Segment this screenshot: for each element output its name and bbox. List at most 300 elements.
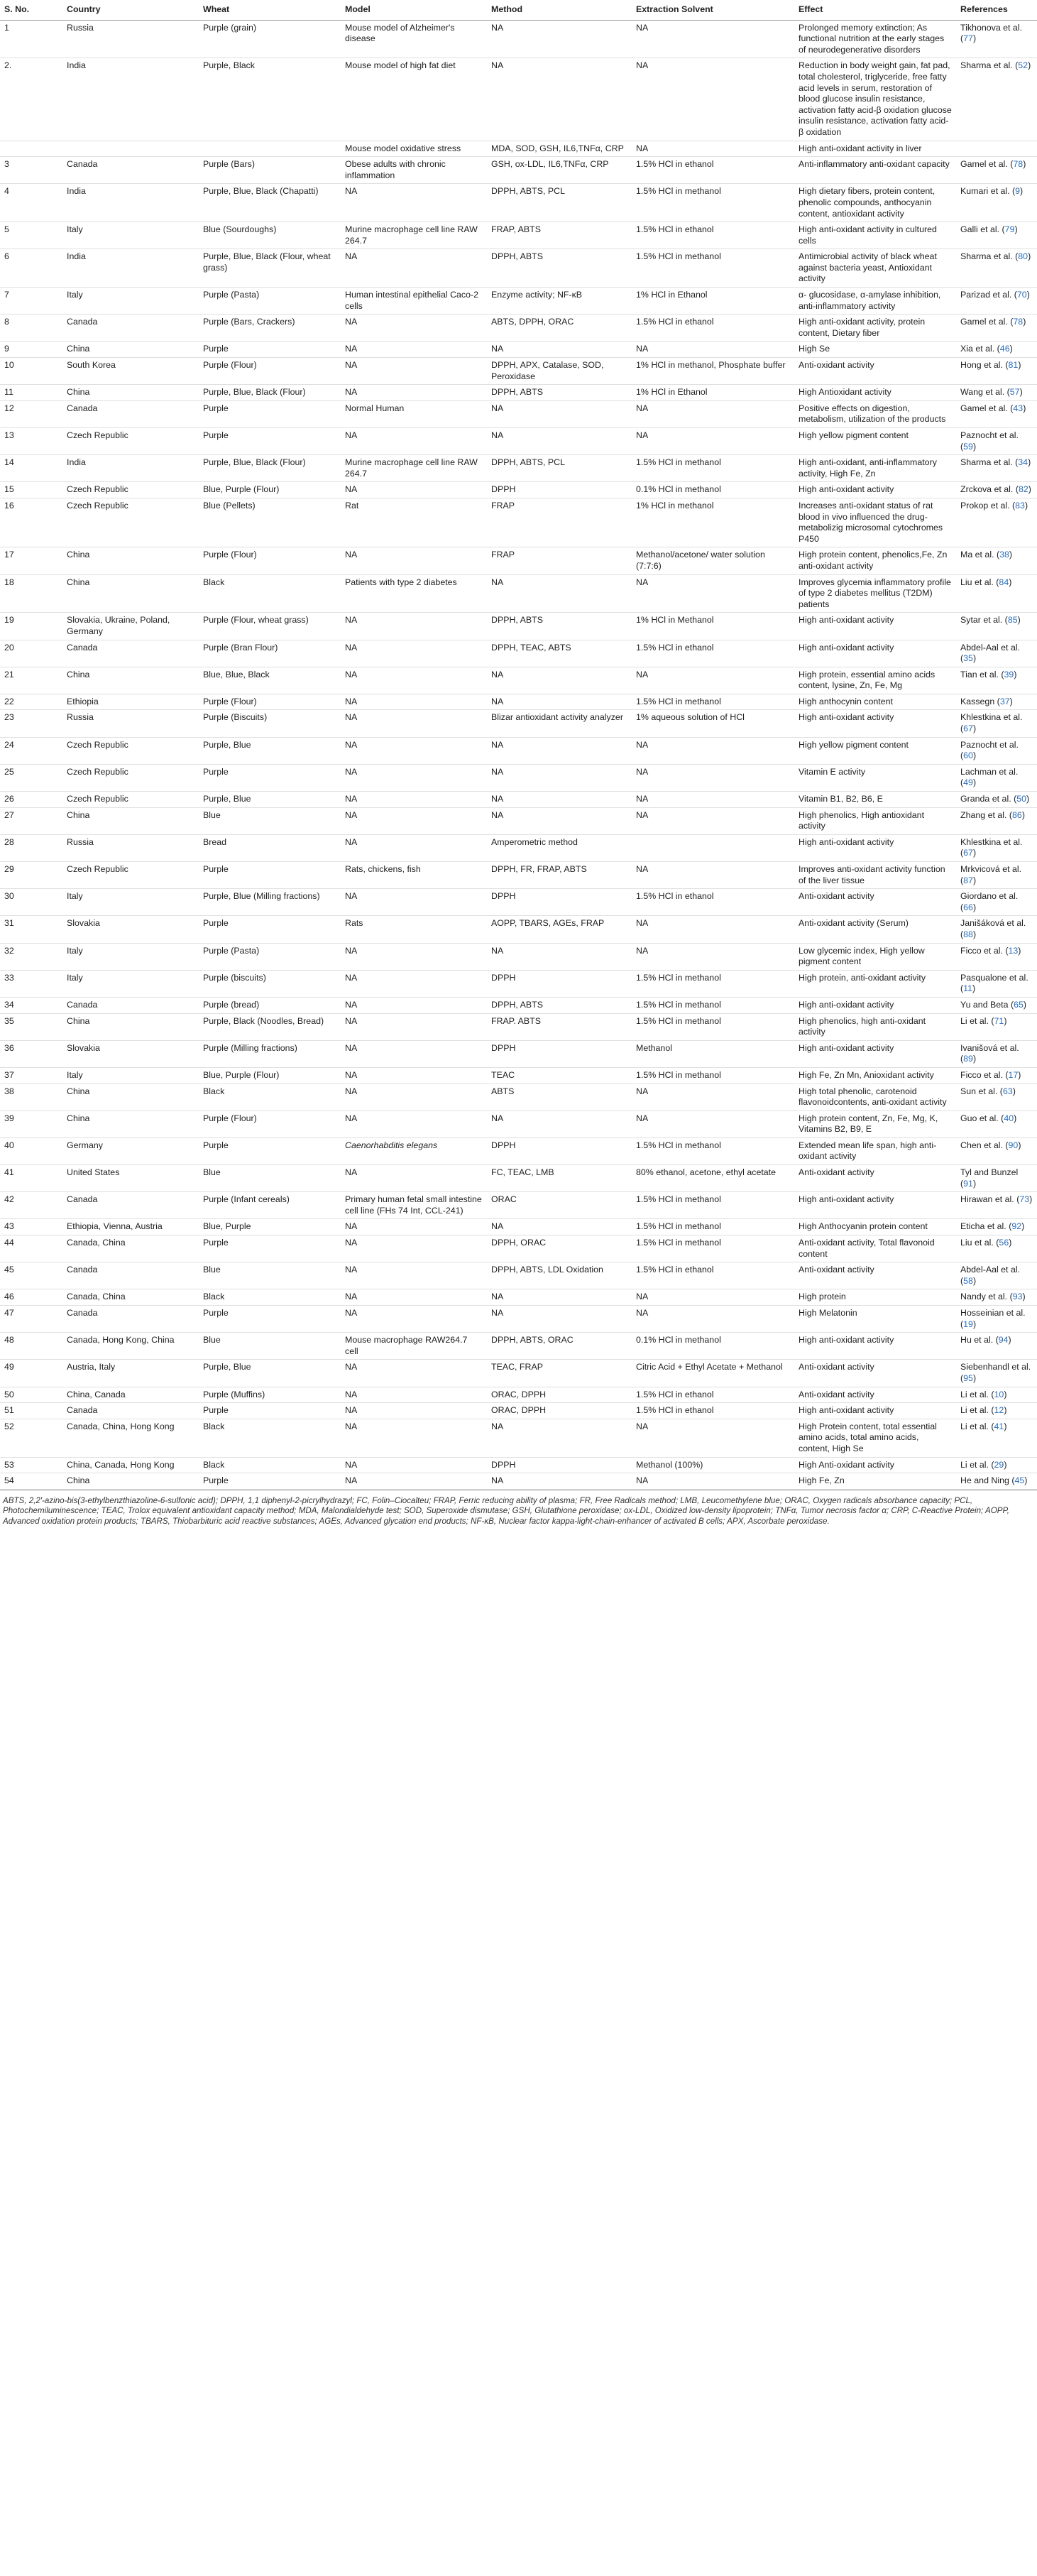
cell-references: Kassegn (37) — [956, 694, 1037, 710]
cell-wheat: Blue — [199, 1262, 341, 1289]
reference-link[interactable]: 73 — [1019, 1194, 1030, 1205]
cell-country: Canada — [62, 1403, 199, 1419]
cell-references: Yu and Beta (65) — [956, 997, 1037, 1013]
cell-sno: 32 — [0, 943, 62, 970]
cell-method: DPPH — [487, 970, 632, 997]
reference-link[interactable]: 80 — [1018, 251, 1028, 262]
cell-references: Sharma et al. (52) — [956, 58, 1037, 141]
reference-link[interactable]: 79 — [1004, 224, 1015, 235]
reference-link[interactable]: 35 — [963, 653, 973, 664]
reference-authors: Yu and Beta — [960, 999, 1009, 1010]
reference-link[interactable]: 71 — [994, 1015, 1004, 1026]
reference-authors: Liu et al. — [960, 1238, 994, 1248]
reference-link[interactable]: 9 — [1015, 186, 1021, 197]
cell-extraction-solvent: NA — [632, 667, 794, 694]
cell-country: Ethiopia — [62, 694, 199, 710]
cell-extraction-solvent: 1% HCl in Ethanol — [632, 385, 794, 401]
cell-wheat: Purple, Blue, Black (Flour, wheat grass) — [199, 249, 341, 288]
table-row — [0, 1360, 1037, 1387]
cell-model: NA — [341, 358, 487, 385]
reference-link[interactable]: 78 — [1013, 317, 1024, 327]
table-row — [0, 970, 1037, 997]
reference-authors: Liu et al. — [960, 577, 994, 587]
cell-sno: 34 — [0, 997, 62, 1013]
cell-method: ORAC, DPPH — [487, 1403, 632, 1419]
cell-extraction-solvent: 1.5% HCl in ethanol — [632, 889, 794, 916]
cell-effect: High anti-oxidant activity in cultured cells — [794, 222, 956, 249]
cell-extraction-solvent: 1.5% HCl in methanol — [632, 1013, 794, 1040]
reference-link[interactable]: 86 — [1012, 809, 1022, 820]
table-row — [0, 141, 1037, 157]
reference-link[interactable]: 49 — [963, 777, 973, 788]
reference-authors: Hu et al. — [960, 1335, 994, 1346]
reference-link[interactable]: 93 — [1012, 1292, 1023, 1302]
table-row — [0, 1110, 1037, 1137]
table-row — [0, 1289, 1037, 1306]
cell-method: AOPP, TBARS, AGEs, FRAP — [487, 916, 632, 943]
cell-extraction-solvent: 1.5% HCl in methanol — [632, 1219, 794, 1235]
cell-sno: 12 — [0, 400, 62, 427]
cell-model: NA — [341, 1084, 487, 1110]
cell-country: India — [62, 455, 199, 482]
cell-effect: High anti-oxidant activity — [794, 1403, 956, 1419]
reference-link[interactable]: 13 — [1008, 945, 1019, 956]
reference-link[interactable]: 95 — [963, 1372, 973, 1383]
reference-link[interactable]: 89 — [963, 1054, 973, 1064]
cell-country: Slovakia — [62, 1040, 199, 1067]
cell-sno: 35 — [0, 1013, 62, 1040]
reference-link[interactable]: 59 — [963, 441, 973, 452]
table-row — [0, 834, 1037, 861]
reference-link[interactable]: 40 — [1004, 1113, 1014, 1123]
cell-country: Canada, China — [62, 1289, 199, 1306]
reference-link[interactable]: 41 — [994, 1421, 1004, 1431]
table-row — [0, 710, 1037, 737]
reference-authors: Chen et al. — [960, 1140, 1003, 1150]
cell-wheat: Purple (Pasta) — [199, 288, 341, 315]
cell-wheat: Black — [199, 574, 341, 613]
reference-authors: Galli et al. — [960, 224, 1000, 235]
reference-authors: Pasqualone et al. — [960, 972, 1028, 983]
reference-link[interactable]: 60 — [963, 751, 973, 761]
cell-references: Ficco et al. (17) — [956, 1067, 1037, 1084]
cell-country: Canada, China, Hong Kong — [62, 1419, 199, 1457]
cell-references: Tyl and Bunzel (91) — [956, 1165, 1037, 1192]
reference-link[interactable]: 38 — [999, 550, 1009, 560]
cell-references: Hong et al. (81) — [956, 358, 1037, 385]
cell-effect: Anti-inflammatory anti-oxidant capacity — [794, 157, 956, 184]
cell-model: NA — [341, 1262, 487, 1289]
cell-references: Sun et al. (63) — [956, 1084, 1037, 1110]
cell-wheat: Blue — [199, 807, 341, 834]
header-country: Country — [62, 0, 199, 20]
cell-references: Li et al. (41) — [956, 1419, 1037, 1457]
cell-country: Canada, China — [62, 1235, 199, 1262]
cell-extraction-solvent: 1.5% HCl in ethanol — [632, 1403, 794, 1419]
cell-references: Abdel-Aal et al. (58) — [956, 1262, 1037, 1289]
table-row — [0, 1473, 1037, 1490]
cell-sno: 24 — [0, 737, 62, 764]
cell-country: Slovakia — [62, 916, 199, 943]
cell-country: Italy — [62, 222, 199, 249]
table-row — [0, 889, 1037, 916]
cell-country: Slovakia, Ukraine, Poland, Germany — [62, 613, 199, 640]
cell-effect: High anti-oxidant, anti-inflammatory activity, High Fe, Zn — [794, 455, 956, 482]
cell-sno: 1 — [0, 20, 62, 58]
reference-authors: Li et al. — [960, 1389, 989, 1399]
cell-wheat: Blue — [199, 1333, 341, 1360]
cell-effect: High anthocynin content — [794, 694, 956, 710]
reference-link[interactable]: 67 — [963, 724, 973, 734]
cell-method: DPPH, ABTS — [487, 249, 632, 288]
cell-method: ABTS, DPPH, ORAC — [487, 315, 632, 342]
cell-effect: Anti-oxidant activity (Serum) — [794, 916, 956, 943]
reference-link[interactable]: 92 — [1011, 1221, 1022, 1232]
table-row — [0, 428, 1037, 455]
cell-sno: 15 — [0, 482, 62, 498]
cell-model: Obese adults with chronic inflammation — [341, 157, 487, 184]
table-row — [0, 1192, 1037, 1219]
reference-link[interactable]: 66 — [963, 902, 973, 912]
cell-references: Guo et al. (40) — [956, 1110, 1037, 1137]
cell-effect: Anti-oxidant activity — [794, 1360, 956, 1387]
cell-model: NA — [341, 1067, 487, 1084]
reference-link[interactable]: 57 — [1009, 387, 1020, 398]
cell-effect: High anti-oxidant activity — [794, 640, 956, 667]
cell-extraction-solvent: Citric Acid + Ethyl Acetate + Methanol — [632, 1360, 794, 1387]
cell-method: DPPH — [487, 889, 632, 916]
reference-link[interactable]: 11 — [963, 983, 973, 994]
cell-country: China — [62, 342, 199, 358]
cell-references: Sharma et al. (34) — [956, 455, 1037, 482]
cell-references: Wang et al. (57) — [956, 385, 1037, 401]
cell-method: DPPH, APX, Catalase, SOD, Peroxidase — [487, 358, 632, 385]
cell-country: China — [62, 1473, 199, 1490]
cell-extraction-solvent: NA — [632, 916, 794, 943]
reference-link[interactable]: 52 — [1018, 60, 1028, 71]
reference-link[interactable]: 56 — [999, 1238, 1009, 1248]
reference-link[interactable]: 84 — [999, 577, 1009, 587]
table-row — [0, 58, 1037, 141]
cell-sno: 46 — [0, 1289, 62, 1306]
table-row — [0, 916, 1037, 943]
cell-extraction-solvent: 1% HCl in methanol, Phosphate buffer — [632, 358, 794, 385]
header-extraction-solvent: Extraction Solvent — [632, 0, 794, 20]
cell-wheat: Purple, Black — [199, 58, 341, 141]
cell-model: NA — [341, 1403, 487, 1419]
header-effect: Effect — [794, 0, 956, 20]
cell-sno: 47 — [0, 1306, 62, 1333]
table-row — [0, 498, 1037, 547]
reference-link[interactable]: 37 — [999, 696, 1010, 706]
cell-sno: 21 — [0, 667, 62, 694]
reference-link[interactable]: 67 — [963, 848, 973, 858]
cell-extraction-solvent: 1.5% HCl in ethanol — [632, 1387, 794, 1403]
cell-sno: 18 — [0, 574, 62, 613]
cell-effect: Anti-oxidant activity — [794, 889, 956, 916]
reference-link[interactable]: 58 — [963, 1275, 973, 1286]
cell-wheat: Blue — [199, 1165, 341, 1192]
reference-link[interactable]: 19 — [963, 1319, 973, 1329]
reference-link[interactable]: 94 — [998, 1335, 1009, 1346]
cell-references: Mrkvicová et al. (87) — [956, 862, 1037, 889]
table-row — [0, 385, 1037, 401]
cell-sno: 2. — [0, 58, 62, 141]
reference-authors: Zhang et al. — [960, 809, 1007, 820]
cell-references: Ficco et al. (13) — [956, 943, 1037, 970]
cell-extraction-solvent: 0.1% HCl in methanol — [632, 1333, 794, 1360]
reference-authors: Sharma et al. — [960, 457, 1013, 468]
cell-method: NA — [487, 20, 632, 58]
cell-extraction-solvent: NA — [632, 1473, 794, 1490]
table-row — [0, 807, 1037, 834]
reference-authors: Paznocht et al. — [960, 739, 1019, 750]
cell-effect: High Anthocyanin protein content — [794, 1219, 956, 1235]
cell-method: DPPH — [487, 482, 632, 498]
cell-model: NA — [341, 1289, 487, 1306]
cell-country: Italy — [62, 943, 199, 970]
cell-model: NA — [341, 943, 487, 970]
reference-authors: Kassegn — [960, 696, 995, 706]
reference-link[interactable]: 46 — [999, 344, 1010, 354]
cell-extraction-solvent: NA — [632, 807, 794, 834]
cell-extraction-solvent: 1.5% HCl in methanol — [632, 455, 794, 482]
cell-extraction-solvent — [632, 834, 794, 861]
cell-method: NA — [487, 1289, 632, 1306]
cell-extraction-solvent: 1.5% HCl in methanol — [632, 184, 794, 222]
table-row — [0, 764, 1037, 791]
cell-method: DPPH, ABTS — [487, 997, 632, 1013]
reference-link[interactable]: 81 — [1008, 360, 1019, 371]
reference-link[interactable]: 43 — [1013, 403, 1024, 413]
cell-references: Li et al. (29) — [956, 1457, 1037, 1473]
cell-effect: High anti-oxidant activity — [794, 482, 956, 498]
cell-extraction-solvent: NA — [632, 400, 794, 427]
reference-link[interactable]: 70 — [1016, 290, 1027, 300]
reference-link[interactable]: 78 — [1013, 159, 1024, 170]
cell-sno: 16 — [0, 498, 62, 547]
cell-country: Canada — [62, 315, 199, 342]
cell-sno: 54 — [0, 1473, 62, 1490]
table-row — [0, 1387, 1037, 1403]
table-row — [0, 997, 1037, 1013]
reference-link[interactable]: 87 — [963, 875, 973, 885]
reference-link[interactable]: 17 — [1008, 1069, 1019, 1080]
cell-model: NA — [341, 640, 487, 667]
reference-link[interactable]: 82 — [1018, 484, 1028, 495]
reference-link[interactable]: 88 — [963, 929, 973, 939]
reference-link[interactable]: 10 — [994, 1389, 1004, 1399]
cell-wheat: Purple, Black (Noodles, Bread) — [199, 1013, 341, 1040]
cell-model: NA — [341, 1473, 487, 1490]
table-row — [0, 737, 1037, 764]
cell-wheat: Purple (Bars, Crackers) — [199, 315, 341, 342]
cell-model: Rat — [341, 498, 487, 547]
cell-model: NA — [341, 792, 487, 808]
cell-country: Ethiopia, Vienna, Austria — [62, 1219, 199, 1235]
cell-references: Paznocht et al. (59) — [956, 428, 1037, 455]
reference-link[interactable]: 77 — [963, 33, 973, 44]
cell-references: Eticha et al. (92) — [956, 1219, 1037, 1235]
cell-method: ABTS — [487, 1084, 632, 1110]
reference-link[interactable]: 65 — [1014, 999, 1024, 1010]
cell-sno: 23 — [0, 710, 62, 737]
cell-references: Giordano et al. (66) — [956, 889, 1037, 916]
cell-references: Liu et al. (84) — [956, 574, 1037, 613]
cell-wheat: Purple (bread) — [199, 997, 341, 1013]
cell-wheat: Purple (grain) — [199, 20, 341, 58]
cell-wheat: Purple — [199, 1137, 341, 1164]
cell-method: NA — [487, 737, 632, 764]
cell-effect: Antimicrobial activity of black wheat against bacteria yeast, Antioxidant activity — [794, 249, 956, 288]
cell-sno: 9 — [0, 342, 62, 358]
cell-model: Patients with type 2 diabetes — [341, 574, 487, 613]
reference-authors: Janišáková et al. — [960, 918, 1026, 929]
cell-wheat: Purple, Blue — [199, 737, 341, 764]
cell-references: Hirawan et al. (73) — [956, 1192, 1037, 1219]
header-model: Model — [341, 0, 487, 20]
reference-link[interactable]: 90 — [1008, 1140, 1019, 1150]
cell-extraction-solvent: 1.5% HCl in ethanol — [632, 315, 794, 342]
cell-model: NA — [341, 428, 487, 455]
cell-wheat: Purple — [199, 1235, 341, 1262]
reference-link[interactable]: 85 — [1007, 615, 1018, 626]
reference-link[interactable]: 29 — [994, 1459, 1004, 1470]
cell-country: Czech Republic — [62, 737, 199, 764]
reference-link[interactable]: 39 — [1004, 669, 1014, 680]
reference-authors: Tian et al. — [960, 669, 999, 680]
cell-effect: High anti-oxidant activity, protein content, Dietary fiber — [794, 315, 956, 342]
cell-model: Murine macrophage cell line RAW 264.7 — [341, 222, 487, 249]
cell-wheat: Blue (Sourdoughs) — [199, 222, 341, 249]
reference-authors: Xia et al. — [960, 344, 995, 354]
table-row — [0, 1333, 1037, 1360]
cell-country: Austria, Italy — [62, 1360, 199, 1387]
cell-model: NA — [341, 1165, 487, 1192]
cell-references: Siebenhandl et al. (95) — [956, 1360, 1037, 1387]
cell-sno: 48 — [0, 1333, 62, 1360]
reference-link[interactable]: 63 — [1002, 1086, 1013, 1096]
reference-authors: Ficco et al. — [960, 1069, 1003, 1080]
cell-country: Germany — [62, 1137, 199, 1164]
cell-wheat: Purple — [199, 916, 341, 943]
table-body — [0, 20, 1037, 1489]
cell-effect: Reduction in body weight gain, fat pad, total cholesterol, triglyceride, free fatty acid levels in serum, restoration of blood glucose insulin resistance, activation fatty acid-β oxidation glucose insulin resistance, activation fatty acid-β oxidation — [794, 58, 956, 141]
cell-country: Canada — [62, 1306, 199, 1333]
reference-authors: Eticha et al. — [960, 1221, 1006, 1232]
cell-effect: Extended mean life span, high anti-oxidant activity — [794, 1137, 956, 1164]
cell-model: NA — [341, 737, 487, 764]
cell-references: Granda et al. (50) — [956, 792, 1037, 808]
cell-extraction-solvent: 1.5% HCl in methanol — [632, 249, 794, 288]
cell-wheat: Black — [199, 1084, 341, 1110]
cell-wheat: Purple, Blue — [199, 1360, 341, 1387]
reference-link[interactable]: 83 — [1015, 500, 1025, 511]
table-row — [0, 358, 1037, 385]
cell-sno: 3 — [0, 157, 62, 184]
cell-method: NA — [487, 400, 632, 427]
cell-model: NA — [341, 1387, 487, 1403]
reference-link[interactable]: 45 — [1014, 1475, 1025, 1486]
cell-sno: 45 — [0, 1262, 62, 1289]
cell-sno: 7 — [0, 288, 62, 315]
cell-extraction-solvent: NA — [632, 141, 794, 157]
cell-effect: High protein, anti-oxidant activity — [794, 970, 956, 997]
cell-extraction-solvent: Methanol (100%) — [632, 1457, 794, 1473]
cell-method: DPPH, FR, FRAP, ABTS — [487, 862, 632, 889]
cell-extraction-solvent: NA — [632, 764, 794, 791]
reference-link[interactable]: 12 — [994, 1405, 1004, 1416]
cell-method: ORAC, DPPH — [487, 1387, 632, 1403]
cell-sno: 33 — [0, 970, 62, 997]
table-row — [0, 482, 1037, 498]
cell-wheat: Black — [199, 1457, 341, 1473]
cell-effect: Vitamin B1, B2, B6, E — [794, 792, 956, 808]
reference-authors: Li et al. — [960, 1405, 989, 1416]
cell-extraction-solvent: 1.5% HCl in methanol — [632, 1192, 794, 1219]
cell-effect: Low glycemic index, High yellow pigment content — [794, 943, 956, 970]
table-row — [0, 1067, 1037, 1084]
cell-model: NA — [341, 184, 487, 222]
cell-country: Russia — [62, 710, 199, 737]
cell-wheat: Purple — [199, 400, 341, 427]
cell-model: Mouse model oxidative stress — [341, 141, 487, 157]
cell-model: Rats, chickens, fish — [341, 862, 487, 889]
cell-country: Canada — [62, 1262, 199, 1289]
cell-effect: High protein content, phenolics,Fe, Zn anti-oxidant activity — [794, 547, 956, 574]
cell-sno: 14 — [0, 455, 62, 482]
cell-wheat: Blue, Purple (Flour) — [199, 482, 341, 498]
header-references: References — [956, 0, 1037, 20]
reference-link[interactable]: 50 — [1016, 794, 1027, 804]
cell-references: Li et al. (12) — [956, 1403, 1037, 1419]
cell-model: NA — [341, 834, 487, 861]
cell-wheat: Purple — [199, 1473, 341, 1490]
cell-effect: Anti-oxidant activity, Total flavonoid content — [794, 1235, 956, 1262]
cell-sno: 43 — [0, 1219, 62, 1235]
header-row — [0, 0, 1037, 20]
cell-references: Tikhonova et al. (77) — [956, 20, 1037, 58]
cell-model: NA — [341, 710, 487, 737]
cell-method: FRAP, ABTS — [487, 222, 632, 249]
reference-authors: Ma et al. — [960, 550, 994, 560]
cell-extraction-solvent: 1.5% HCl in ethanol — [632, 157, 794, 184]
cell-extraction-solvent: 1.5% HCl in ethanol — [632, 1262, 794, 1289]
cell-effect: High Antioxidant activity — [794, 385, 956, 401]
cell-sno: 42 — [0, 1192, 62, 1219]
cell-sno: 30 — [0, 889, 62, 916]
cell-references: Ivanišová et al. (89) — [956, 1040, 1037, 1067]
cell-model: NA — [341, 385, 487, 401]
cell-sno: 40 — [0, 1137, 62, 1164]
cell-extraction-solvent: 1% HCl in methanol — [632, 498, 794, 547]
cell-extraction-solvent: 1.5% HCl in ethanol — [632, 640, 794, 667]
cell-extraction-solvent: 1% HCl in Methanol — [632, 613, 794, 640]
cell-effect: High yellow pigment content — [794, 428, 956, 455]
cell-wheat: Purple (Pasta) — [199, 943, 341, 970]
cell-references: Gamel et al. (78) — [956, 157, 1037, 184]
reference-link[interactable]: 34 — [1018, 457, 1028, 468]
cell-sno: 25 — [0, 764, 62, 791]
reference-link[interactable]: 91 — [963, 1178, 973, 1189]
cell-method: DPPH — [487, 1040, 632, 1067]
cell-references: Zhang et al. (86) — [956, 807, 1037, 834]
cell-effect: High Se — [794, 342, 956, 358]
cell-method: TEAC, FRAP — [487, 1360, 632, 1387]
cell-wheat: Black — [199, 1419, 341, 1457]
cell-method: NA — [487, 807, 632, 834]
cell-references: Ma et al. (38) — [956, 547, 1037, 574]
